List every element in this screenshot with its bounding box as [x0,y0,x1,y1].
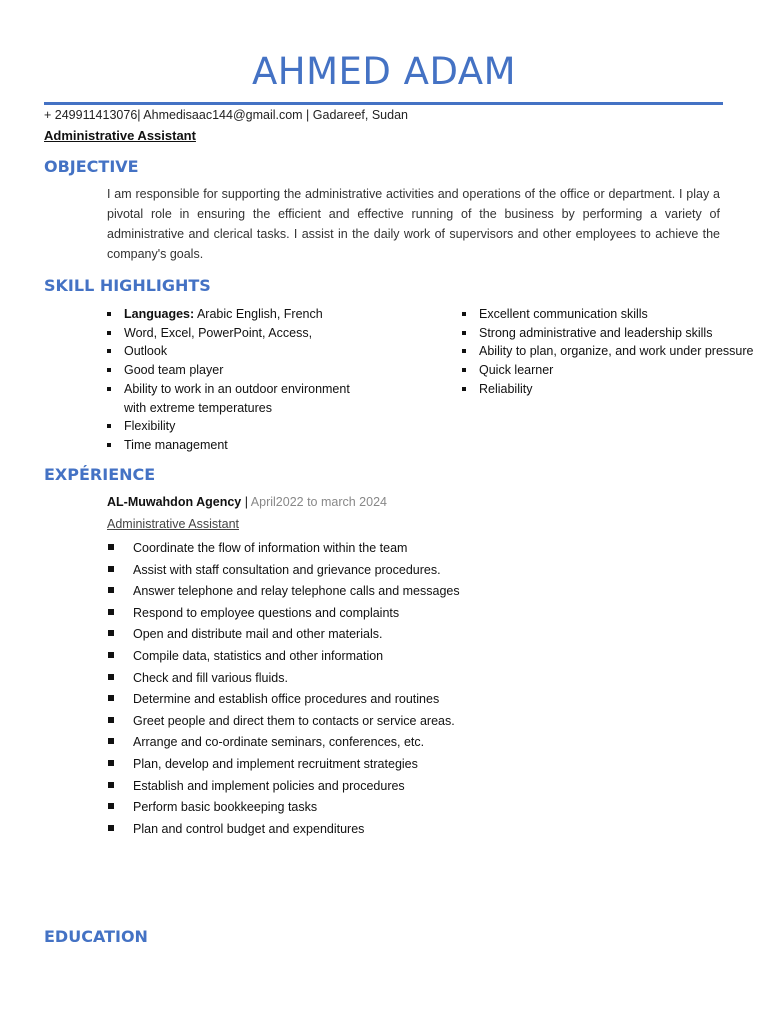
duty-item: Plan and control budget and expenditures [107,819,460,841]
duty-item: Plan, develop and implement recruitment strategies [107,754,460,776]
skill-item: Flexibility [107,417,367,436]
skill-item: Ability to plan, organize, and work under pressure [462,342,766,361]
role-title: Administrative Assistant [44,128,196,143]
employment-dates: April2022 to march 2024 [250,495,387,509]
duty-item: Assist with staff consultation and grievance procedures. [107,560,460,582]
skill-item: Time management [107,436,367,455]
objective-heading: OBJECTIVE [44,157,139,176]
job-title: Administrative Assistant [107,517,239,531]
skill-item: Quick learner [462,361,766,380]
duty-item: Greet people and direct them to contacts or service areas. [107,711,460,733]
skills-list-left [107,305,367,455]
skill-item: Excellent communication skills [462,305,766,324]
separator: | [241,495,251,509]
duty-item: Arrange and co-ordinate seminars, conferences, etc. [107,732,460,754]
company-name: AL-Muwahdon Agency [107,495,242,509]
skill-item: Ability to work in an outdoor environment with extreme temperatures [107,380,367,417]
duty-item: Establish and implement policies and procedures [107,776,460,798]
skill-item: Word, Excel, PowerPoint, Access, [107,324,367,343]
skill-item: Good team player [107,361,367,380]
duty-item: Compile data, statistics and other information [107,646,460,668]
experience-heading: EXPÉRIENCE [44,465,156,484]
education-heading: EDUCATION [44,927,148,946]
skills-heading: SKILL HIGHLIGHTS [44,276,211,295]
header-divider [44,102,723,105]
languages-label: Languages: [124,307,195,321]
languages-value: Arabic English, French [194,307,323,321]
duty-item: Open and distribute mail and other materials. [107,624,460,646]
duty-item: Coordinate the flow of information within the team [107,538,460,560]
skill-item-languages [107,305,367,324]
duties-list [107,538,460,840]
skill-item: Strong administrative and leadership skills [462,324,766,343]
duty-item: Check and fill various fluids. [107,668,460,690]
employer-line [107,495,387,509]
contact-line: + 249911413076| Ahmedisaac144@gmail.com | Gadareef, Sudan [44,108,408,122]
duty-item: Answer telephone and relay telephone calls and messages [107,581,460,603]
duty-item: Respond to employee questions and complaints [107,603,460,625]
objective-text: I am responsible for supporting the administrative activities and operations of the office or department. I play a pivotal role in ensuring the efficient and effective running of the business by performing a variety of administrative and clerical tasks. I assist in the daily work of supervisors and other employees to achieve the company's goals. [107,187,720,261]
duty-item: Perform basic bookkeeping tasks [107,797,460,819]
candidate-name: AHMED ADAM [251,50,517,93]
skill-item: Reliability [462,380,766,399]
skills-list-right [462,305,766,399]
duty-item: Determine and establish office procedures and routines [107,689,460,711]
skill-item: Outlook [107,342,367,361]
